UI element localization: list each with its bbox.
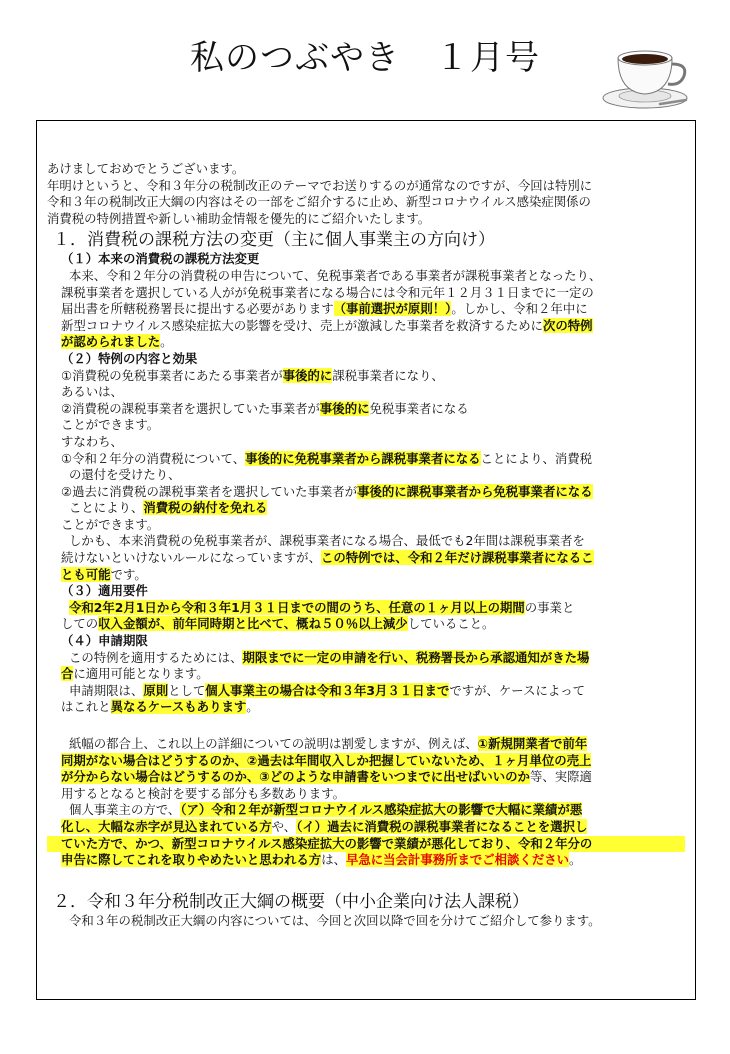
body-line: [47, 600, 685, 617]
body-line: ことができます。: [61, 417, 160, 433]
body-line: [47, 699, 685, 716]
highlight: 消費税の納付を免れる: [143, 500, 268, 516]
highlight: この特例では、令和２年だけ課税事業者になるこ: [320, 550, 594, 566]
text: 届出書を所轄税務署長に提出する必要があります: [61, 301, 334, 317]
text: 。: [246, 699, 259, 715]
subheading-1: （１）本来の消費税の課税方法変更: [61, 251, 260, 267]
text: ②消費税の課税事業者を選択していた事業者が: [61, 400, 320, 416]
subheading-4: （４）申請期限: [61, 633, 148, 649]
body-line: [47, 753, 685, 770]
highlight: 次の特例: [543, 317, 593, 333]
highlight: 任意の１ヶ月以上の期間: [388, 599, 525, 615]
highlight: 収入金額が、前年同時期と比べて、概ね５０％以上減少: [98, 616, 408, 632]
intro-line: 消費税の特例措置や新しい補助金情報を優先的にご紹介いたします。: [47, 210, 431, 226]
body-line: [47, 368, 685, 385]
body-line: の還付を受けたり、: [69, 467, 181, 483]
intro-line: 令和３年の税制改正大綱の内容はその一部をご紹介するに止め、新型コロナウイルス感染症関係の: [47, 194, 591, 210]
highlight: 申告に際してこれを取りやめたいと思われる方: [61, 852, 322, 868]
text: ②過去に消費税の課税事業者を選択していた事業者が: [61, 483, 358, 499]
highlight: 事後的に: [282, 367, 333, 383]
body-line: 本来、令和２年分の消費税の申告について、免税事業者である事業者が課税事業者となったり、: [69, 267, 602, 283]
text: は、: [321, 852, 346, 868]
section-2-heading: ２．令和３年分税制改正大綱の概要（中小企業向け法人課税）: [53, 891, 529, 912]
highlight: ②過去は年間収入しか把握していないため、１ヶ月単位の売上: [246, 752, 592, 768]
body-line: [47, 301, 685, 318]
intro-line: 年明けというと、令和３年分の税制改正のテーマでお送りするのが通常なのですが、今回は特別に: [47, 177, 593, 193]
highlight: ①新規開業者で前年: [477, 736, 588, 751]
text: 紙幅の都合上、これ以上の詳細についての説明は割愛しますが、例えば、: [69, 736, 478, 751]
body-line: 課税事業者を選択している人がが免税事業者になる場合には令和元年１２月３１日までに一定の: [61, 284, 594, 300]
text: ですが、ケースによって: [449, 682, 586, 698]
text: 等、実際適: [529, 769, 592, 785]
text: 。: [569, 852, 582, 868]
body-line: [47, 769, 685, 786]
text: として: [168, 682, 206, 698]
highlight: 事後的に: [319, 400, 370, 416]
text: の事業と: [524, 599, 575, 615]
body-line: 令和３年の税制改正大綱の内容については、今回と次回以降で回を分けてご紹介して参ります。: [69, 912, 601, 928]
body-line: [47, 550, 685, 567]
body-line: ていた方で、かつ、新型コロナウイルス感染症拡大の影響で業績が悪化しており、令和２年分の: [47, 836, 685, 853]
highlight: 原則: [143, 682, 169, 698]
highlight: 令和2年2月1日から令和３年1月３１日までの間のうち、: [69, 599, 389, 615]
body-line: ことができます。: [61, 516, 160, 532]
body-line: [47, 650, 685, 667]
body-line: [47, 318, 685, 335]
body-line: あるいは、: [61, 384, 123, 400]
text: 申請期限は、: [69, 682, 144, 698]
subheading-2: （２）特例の内容と効果: [61, 350, 198, 366]
text: 免税事業者になる: [369, 400, 469, 416]
body-line: [47, 567, 685, 584]
coffee-cup-icon: [600, 42, 690, 112]
text: していること。: [407, 616, 495, 632]
text: はこれと: [61, 699, 111, 715]
highlight: が分からない場合はどうするのか、: [61, 769, 260, 785]
highlight: （イ）過去に消費税の課税事業者になることを選択し: [296, 818, 588, 834]
body-line: [47, 683, 685, 700]
article-body: [47, 161, 685, 929]
text: に適用可能となります。: [73, 666, 209, 682]
text: 新型コロナウイルス感染症拡大の影響を受け、売上が激減した事業者を救済するために: [61, 317, 543, 333]
body-line: しかも、本来消費税の免税事業者が、課税事業者になる場合、最低でも2年間は課税事業者を: [69, 533, 585, 549]
text: ①令和２年分の消費税について、: [61, 450, 246, 466]
body-line: [47, 401, 685, 418]
highlight: が認められました: [61, 334, 161, 350]
text: 課税事業者になり、: [332, 367, 444, 383]
text: ①消費税の免税事業者にあたる事業者が: [61, 367, 283, 383]
text: ことにより、: [69, 500, 144, 516]
highlight: 事後的に免税事業者から課税事業者になる: [245, 450, 481, 466]
page-title: 私のつぶやき １月号: [190, 38, 540, 78]
body-line: [47, 852, 685, 869]
text: です。: [110, 566, 147, 582]
highlight: （事前選択が原則！）: [333, 301, 452, 317]
intro-line: あけましておめでとうございます。: [47, 161, 245, 176]
body-line: [47, 484, 685, 501]
text: 。: [160, 334, 173, 350]
highlight: とも可能: [61, 566, 111, 582]
text: 続けないといけないルールになっていますが、: [61, 550, 321, 566]
text: や、: [271, 818, 297, 834]
spacer: [47, 869, 685, 889]
highlight: 期限までに一定の申請を行い、税務署長から承認通知がきた場: [242, 649, 590, 665]
text: 個人事業主の方で、: [69, 802, 181, 818]
body-line: [47, 500, 685, 517]
text: ことにより、消費税: [480, 450, 593, 466]
text: この特例を適用するためには、: [69, 649, 243, 665]
highlight: （ア）令和２年が新型コロナウイルス感染症拡大の影響で大幅に業績が悪: [180, 802, 583, 818]
text: しての: [61, 616, 99, 632]
body-line: [47, 802, 685, 819]
highlight: ③どのような申請書をいつまでに出せばいいのか: [259, 769, 530, 785]
body-line: 用するとなると検討を要する部分も多数あります。: [61, 785, 345, 801]
highlight: 事後的に課税事業者から免税事業者になる: [357, 483, 593, 499]
text: 。しかし、令和２年中に: [451, 301, 588, 317]
body-line: [47, 666, 685, 683]
article-frame: [36, 120, 696, 1000]
body-line: すなわち、: [61, 433, 123, 449]
spacer: [47, 716, 685, 736]
highlight: 同期がない場合はどうするのか、: [61, 752, 247, 768]
subheading-3: （３）適用要件: [61, 583, 148, 599]
highlight: 異なるケースもあります: [110, 699, 247, 715]
body-line: [47, 736, 685, 753]
highlight: 化し、大幅な赤字が見込まれている方: [61, 818, 272, 834]
highlight: 合: [61, 666, 74, 682]
body-line: [47, 334, 685, 351]
highlight-red: 早急に当会計事務所までご相談ください: [345, 852, 570, 868]
body-line: [47, 616, 685, 633]
section-1-heading: １．消費税の課税方法の変更（主に個人事業主の方向け）: [53, 230, 495, 251]
body-line: [47, 451, 685, 468]
highlight: 個人事業主の場合は令和３年3月３１日まで: [205, 682, 450, 698]
body-line: [47, 819, 685, 836]
